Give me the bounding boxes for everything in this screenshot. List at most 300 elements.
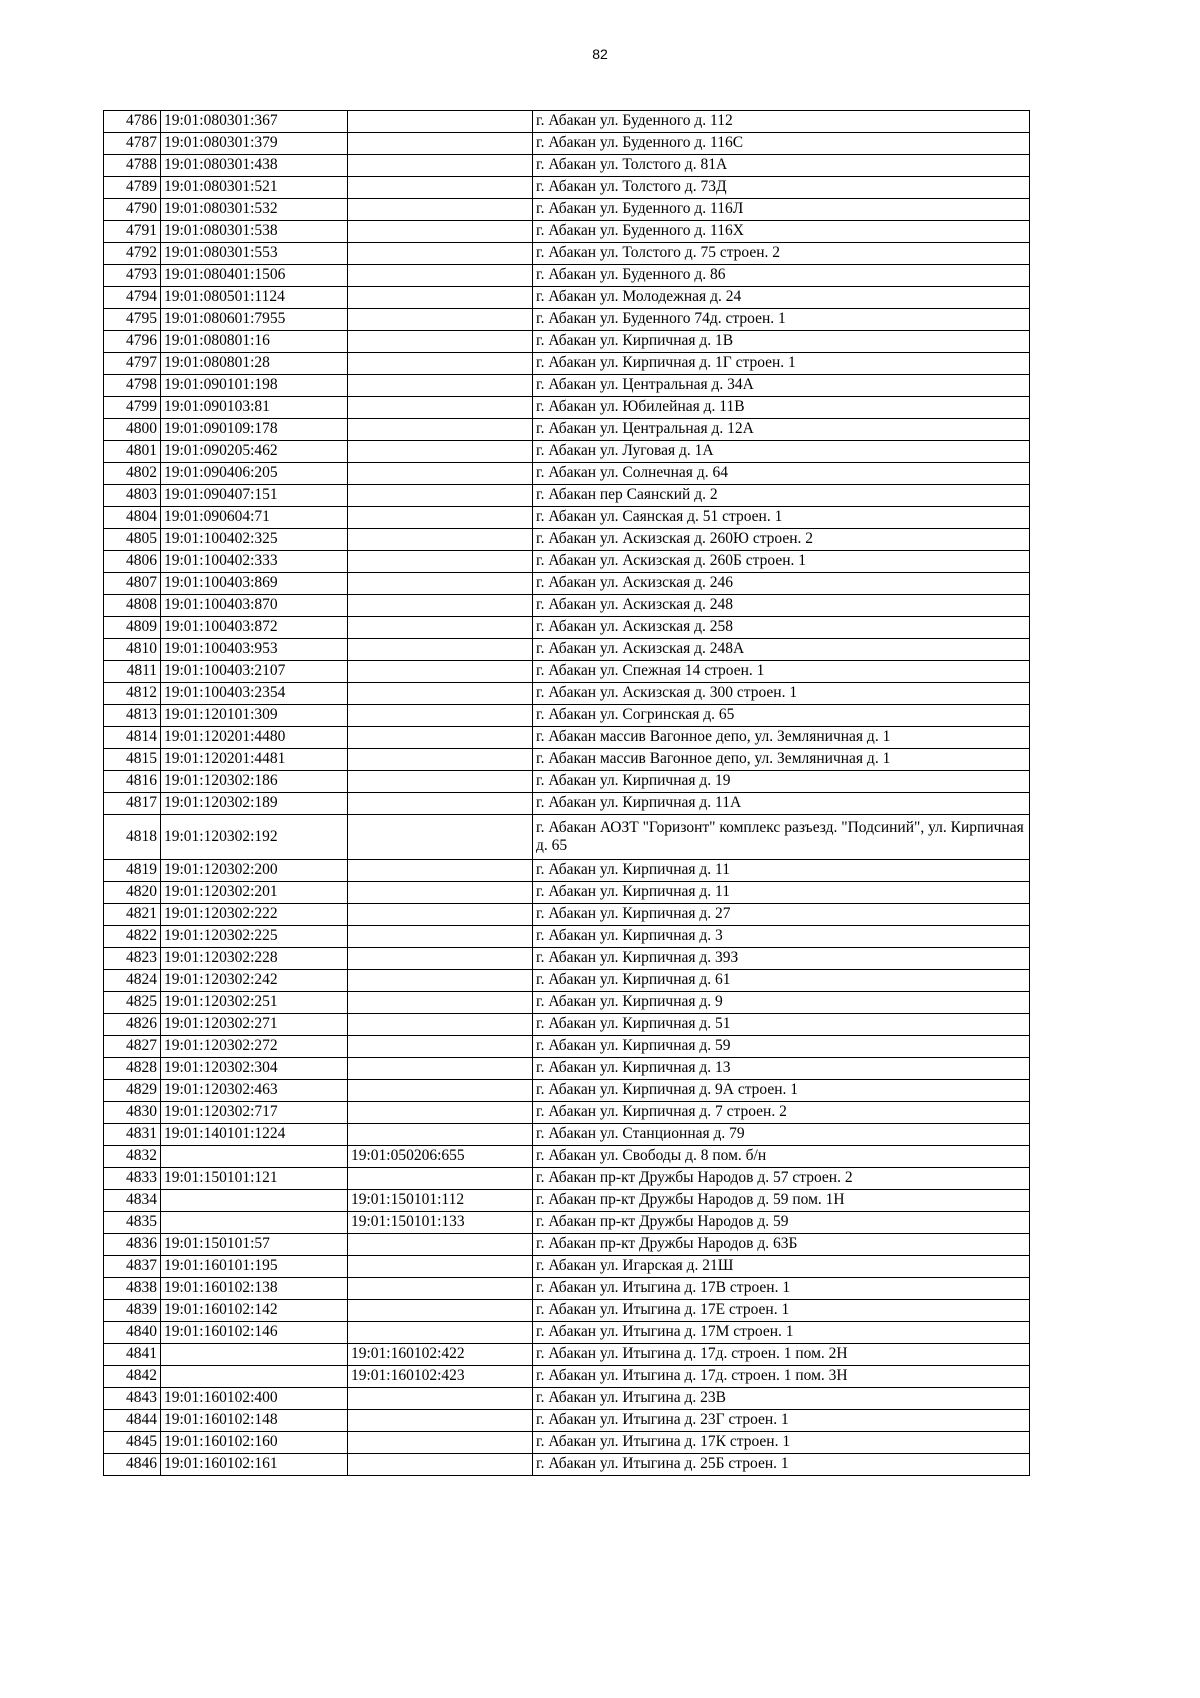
row-number-cell: 4843 (104, 1388, 161, 1410)
row-number-cell: 4802 (104, 463, 161, 485)
row-number-cell: 4794 (104, 287, 161, 309)
table-row (104, 287, 1030, 309)
table-row (104, 221, 1030, 243)
cadastral-number-cell: 19:01:090205:462 (161, 441, 348, 463)
premises-cadastral-number-cell (348, 1322, 533, 1344)
premises-cadastral-number-cell (348, 177, 533, 199)
address-cell: г. Абакан ул. Кирпичная д. 27 (533, 904, 1030, 926)
premises-cadastral-number-cell (348, 705, 533, 727)
cadastral-number-cell (161, 1366, 348, 1388)
row-number-cell: 4841 (104, 1344, 161, 1366)
table-row (104, 727, 1030, 749)
cadastral-number-cell: 19:01:080601:7955 (161, 309, 348, 331)
table-row (104, 1168, 1030, 1190)
cadastral-number-cell: 19:01:120101:309 (161, 705, 348, 727)
premises-cadastral-number-cell (348, 133, 533, 155)
row-number-cell: 4799 (104, 397, 161, 419)
row-number-cell: 4846 (104, 1454, 161, 1476)
row-number-cell: 4842 (104, 1366, 161, 1388)
premises-cadastral-number-cell (348, 155, 533, 177)
cadastral-number-cell: 19:01:090604:71 (161, 507, 348, 529)
registry-table (103, 110, 1030, 1476)
row-number-cell: 4805 (104, 529, 161, 551)
address-cell: г. Абакан ул. Аскизская д. 246 (533, 573, 1030, 595)
row-number-cell: 4816 (104, 771, 161, 793)
table-row (104, 1234, 1030, 1256)
row-number-cell: 4797 (104, 353, 161, 375)
cadastral-number-cell: 19:01:120201:4481 (161, 749, 348, 771)
row-number-cell: 4837 (104, 1256, 161, 1278)
row-number-cell: 4821 (104, 904, 161, 926)
premises-cadastral-number-cell (348, 265, 533, 287)
premises-cadastral-number-cell (348, 926, 533, 948)
row-number-cell: 4796 (104, 331, 161, 353)
row-number-cell: 4827 (104, 1036, 161, 1058)
row-number-cell: 4822 (104, 926, 161, 948)
table-row (104, 199, 1030, 221)
premises-cadastral-number-cell (348, 1102, 533, 1124)
premises-cadastral-number-cell: 19:01:050206:655 (348, 1146, 533, 1168)
premises-cadastral-number-cell (348, 1124, 533, 1146)
cadastral-number-cell: 19:01:160102:400 (161, 1388, 348, 1410)
registry-table-body (104, 111, 1030, 1476)
table-row (104, 639, 1030, 661)
address-cell: г. Абакан ул. Саянская д. 51 строен. 1 (533, 507, 1030, 529)
cadastral-number-cell: 19:01:120302:251 (161, 992, 348, 1014)
premises-cadastral-number-cell (348, 529, 533, 551)
table-row (104, 1410, 1030, 1432)
address-cell: г. Абакан ул. Кирпичная д. 9А строен. 1 (533, 1080, 1030, 1102)
row-number-cell: 4795 (104, 309, 161, 331)
premises-cadastral-number-cell (348, 441, 533, 463)
address-cell: г. Абакан ул. Центральная д. 12А (533, 419, 1030, 441)
cadastral-number-cell: 19:01:080301:521 (161, 177, 348, 199)
premises-cadastral-number-cell (348, 771, 533, 793)
cadastral-number-cell: 19:01:120302:189 (161, 793, 348, 815)
premises-cadastral-number-cell: 19:01:160102:423 (348, 1366, 533, 1388)
address-cell: г. Абакан ул. Буденного д. 116С (533, 133, 1030, 155)
address-cell: г. Абакан ул. Аскизская д. 248А (533, 639, 1030, 661)
cadastral-number-cell: 19:01:080401:1506 (161, 265, 348, 287)
table-row (104, 1366, 1030, 1388)
row-number-cell: 4814 (104, 727, 161, 749)
cadastral-number-cell: 19:01:160101:195 (161, 1256, 348, 1278)
address-cell: г. Абакан АОЗТ "Горизонт" комплекс разъезд. "Подсиний", ул. Кирпичная д. 65 (533, 815, 1030, 860)
table-row (104, 1190, 1030, 1212)
premises-cadastral-number-cell (348, 1432, 533, 1454)
cadastral-number-cell: 19:01:090406:205 (161, 463, 348, 485)
address-cell: г. Абакан ул. Итыгина д. 25Б строен. 1 (533, 1454, 1030, 1476)
address-cell: г. Абакан ул. Итыгина д. 17д. строен. 1 пом. 3Н (533, 1366, 1030, 1388)
row-number-cell: 4807 (104, 573, 161, 595)
address-cell: г. Абакан ул. Итыгина д. 17В строен. 1 (533, 1278, 1030, 1300)
address-cell: г. Абакан ул. Кирпичная д. 1Г строен. 1 (533, 353, 1030, 375)
cadastral-number-cell: 19:01:100403:869 (161, 573, 348, 595)
premises-cadastral-number-cell (348, 815, 533, 860)
premises-cadastral-number-cell (348, 860, 533, 882)
cadastral-number-cell (161, 1344, 348, 1366)
row-number-cell: 4830 (104, 1102, 161, 1124)
cadastral-number-cell: 19:01:080301:532 (161, 199, 348, 221)
premises-cadastral-number-cell (348, 639, 533, 661)
cadastral-number-cell: 19:01:100402:333 (161, 551, 348, 573)
premises-cadastral-number-cell (348, 353, 533, 375)
premises-cadastral-number-cell (348, 287, 533, 309)
premises-cadastral-number-cell (348, 243, 533, 265)
premises-cadastral-number-cell (348, 595, 533, 617)
row-number-cell: 4801 (104, 441, 161, 463)
table-row (104, 793, 1030, 815)
table-row (104, 1432, 1030, 1454)
premises-cadastral-number-cell (348, 793, 533, 815)
table-row (104, 595, 1030, 617)
cadastral-number-cell: 19:01:160102:148 (161, 1410, 348, 1432)
row-number-cell: 4845 (104, 1432, 161, 1454)
cadastral-number-cell: 19:01:120302:717 (161, 1102, 348, 1124)
address-cell: г. Абакан ул. Кирпичная д. 39З (533, 948, 1030, 970)
address-cell: г. Абакан ул. Луговая д. 1А (533, 441, 1030, 463)
cadastral-number-cell: 19:01:100402:325 (161, 529, 348, 551)
table-row (104, 397, 1030, 419)
cadastral-number-cell: 19:01:090109:178 (161, 419, 348, 441)
cadastral-number-cell: 19:01:080301:438 (161, 155, 348, 177)
table-row (104, 683, 1030, 705)
page-number: 82 (592, 46, 608, 62)
address-cell: г. Абакан массив Вагонное депо, ул. Земляничная д. 1 (533, 749, 1030, 771)
row-number-cell: 4786 (104, 111, 161, 133)
address-cell: г. Абакан ул. Солнечная д. 64 (533, 463, 1030, 485)
premises-cadastral-number-cell (348, 331, 533, 353)
table-row (104, 1278, 1030, 1300)
premises-cadastral-number-cell (348, 683, 533, 705)
table-row (104, 485, 1030, 507)
row-number-cell: 4788 (104, 155, 161, 177)
premises-cadastral-number-cell (348, 111, 533, 133)
table-row (104, 243, 1030, 265)
table-row (104, 441, 1030, 463)
cadastral-number-cell (161, 1190, 348, 1212)
cadastral-number-cell: 19:01:160102:160 (161, 1432, 348, 1454)
address-cell: г. Абакан ул. Аскизская д. 260Ю строен. 2 (533, 529, 1030, 551)
table-row (104, 353, 1030, 375)
address-cell: г. Абакан ул. Кирпичная д. 1В (533, 331, 1030, 353)
row-number-cell: 4791 (104, 221, 161, 243)
cadastral-number-cell: 19:01:120302:201 (161, 882, 348, 904)
cadastral-number-cell: 19:01:160102:142 (161, 1300, 348, 1322)
address-cell: г. Абакан ул. Итыгина д. 17М строен. 1 (533, 1322, 1030, 1344)
address-cell: г. Абакан ул. Кирпичная д. 59 (533, 1036, 1030, 1058)
table-row (104, 507, 1030, 529)
table-row (104, 419, 1030, 441)
table-row (104, 1014, 1030, 1036)
table-row (104, 1256, 1030, 1278)
table-row (104, 111, 1030, 133)
row-number-cell: 4798 (104, 375, 161, 397)
table-row (104, 1300, 1030, 1322)
address-cell: г. Абакан ул. Кирпичная д. 7 строен. 2 (533, 1102, 1030, 1124)
premises-cadastral-number-cell (348, 1278, 533, 1300)
address-cell: г. Абакан ул. Кирпичная д. 9 (533, 992, 1030, 1014)
premises-cadastral-number-cell (348, 992, 533, 1014)
premises-cadastral-number-cell (348, 309, 533, 331)
table-row (104, 133, 1030, 155)
row-number-cell: 4792 (104, 243, 161, 265)
premises-cadastral-number-cell (348, 1454, 533, 1476)
row-number-cell: 4813 (104, 705, 161, 727)
cadastral-number-cell: 19:01:120302:271 (161, 1014, 348, 1036)
cadastral-number-cell: 19:01:100403:870 (161, 595, 348, 617)
row-number-cell: 4817 (104, 793, 161, 815)
address-cell: г. Абакан ул. Итыгина д. 23Г строен. 1 (533, 1410, 1030, 1432)
table-row (104, 992, 1030, 1014)
premises-cadastral-number-cell (348, 397, 533, 419)
premises-cadastral-number-cell (348, 507, 533, 529)
premises-cadastral-number-cell (348, 199, 533, 221)
table-row (104, 815, 1030, 860)
cadastral-number-cell: 19:01:080301:379 (161, 133, 348, 155)
cadastral-number-cell: 19:01:120302:186 (161, 771, 348, 793)
address-cell: г. Абакан ул. Кирпичная д. 19 (533, 771, 1030, 793)
cadastral-number-cell: 19:01:120302:242 (161, 970, 348, 992)
address-cell: г. Абакан ул. Согринская д. 65 (533, 705, 1030, 727)
row-number-cell: 4803 (104, 485, 161, 507)
cadastral-number-cell: 19:01:080801:16 (161, 331, 348, 353)
address-cell: г. Абакан ул. Кирпичная д. 11 (533, 860, 1030, 882)
address-cell: г. Абакан пр-кт Дружбы Народов д. 57 строен. 2 (533, 1168, 1030, 1190)
row-number-cell: 4823 (104, 948, 161, 970)
address-cell: г. Абакан ул. Толстого д. 73Д (533, 177, 1030, 199)
table-row (104, 177, 1030, 199)
cadastral-number-cell: 19:01:080301:538 (161, 221, 348, 243)
table-row (104, 926, 1030, 948)
row-number-cell: 4800 (104, 419, 161, 441)
table-row (104, 1058, 1030, 1080)
address-cell: г. Абакан ул. Итыгина д. 17д. строен. 1 пом. 2Н (533, 1344, 1030, 1366)
table-row (104, 749, 1030, 771)
premises-cadastral-number-cell (348, 375, 533, 397)
row-number-cell: 4789 (104, 177, 161, 199)
table-row (104, 1080, 1030, 1102)
premises-cadastral-number-cell (348, 970, 533, 992)
cadastral-number-cell (161, 1212, 348, 1234)
address-cell: г. Абакан ул. Буденного д. 112 (533, 111, 1030, 133)
table-row (104, 904, 1030, 926)
address-cell: г. Абакан ул. Молодежная д. 24 (533, 287, 1030, 309)
table-row (104, 309, 1030, 331)
address-cell: г. Абакан ул. Кирпичная д. 3 (533, 926, 1030, 948)
address-cell: г. Абакан ул. Итыгина д. 17Е строен. 1 (533, 1300, 1030, 1322)
cadastral-number-cell: 19:01:120302:228 (161, 948, 348, 970)
row-number-cell: 4810 (104, 639, 161, 661)
row-number-cell: 4825 (104, 992, 161, 1014)
table-row (104, 1124, 1030, 1146)
address-cell: г. Абакан пер Саянский д. 2 (533, 485, 1030, 507)
address-cell: г. Абакан массив Вагонное депо, ул. Земляничная д. 1 (533, 727, 1030, 749)
table-row (104, 573, 1030, 595)
row-number-cell: 4833 (104, 1168, 161, 1190)
table-row (104, 1036, 1030, 1058)
address-cell: г. Абакан ул. Игарская д. 21Ш (533, 1256, 1030, 1278)
address-cell: г. Абакан ул. Толстого д. 81А (533, 155, 1030, 177)
address-cell: г. Абакан ул. Кирпичная д. 11А (533, 793, 1030, 815)
premises-cadastral-number-cell: 19:01:150101:112 (348, 1190, 533, 1212)
row-number-cell: 4834 (104, 1190, 161, 1212)
cadastral-number-cell: 19:01:120201:4480 (161, 727, 348, 749)
row-number-cell: 4824 (104, 970, 161, 992)
table-row (104, 705, 1030, 727)
address-cell: г. Абакан пр-кт Дружбы Народов д. 59 (533, 1212, 1030, 1234)
address-cell: г. Абакан ул. Буденного д. 116Х (533, 221, 1030, 243)
cadastral-number-cell: 19:01:080801:28 (161, 353, 348, 375)
cadastral-number-cell: 19:01:080301:367 (161, 111, 348, 133)
premises-cadastral-number-cell (348, 617, 533, 639)
cadastral-number-cell: 19:01:080301:553 (161, 243, 348, 265)
row-number-cell: 4829 (104, 1080, 161, 1102)
address-cell: г. Абакан ул. Кирпичная д. 13 (533, 1058, 1030, 1080)
table-row (104, 1146, 1030, 1168)
cadastral-number-cell: 19:01:120302:222 (161, 904, 348, 926)
cadastral-number-cell: 19:01:090103:81 (161, 397, 348, 419)
table-row (104, 1388, 1030, 1410)
address-cell: г. Абакан пр-кт Дружбы Народов д. 63Б (533, 1234, 1030, 1256)
address-cell: г. Абакан ул. Кирпичная д. 11 (533, 882, 1030, 904)
table-row (104, 265, 1030, 287)
table-row (104, 661, 1030, 683)
address-cell: г. Абакан ул. Свободы д. 8 пом. б/н (533, 1146, 1030, 1168)
premises-cadastral-number-cell (348, 1168, 533, 1190)
table-row (104, 1102, 1030, 1124)
address-cell: г. Абакан ул. Юбилейная д. 11В (533, 397, 1030, 419)
cadastral-number-cell: 19:01:150101:121 (161, 1168, 348, 1190)
cadastral-number-cell: 19:01:080501:1124 (161, 287, 348, 309)
cadastral-number-cell: 19:01:100403:2107 (161, 661, 348, 683)
row-number-cell: 4818 (104, 815, 161, 860)
cadastral-number-cell: 19:01:120302:192 (161, 815, 348, 860)
row-number-cell: 4793 (104, 265, 161, 287)
premises-cadastral-number-cell (348, 749, 533, 771)
cadastral-number-cell (161, 1146, 348, 1168)
table-row (104, 1322, 1030, 1344)
row-number-cell: 4832 (104, 1146, 161, 1168)
cadastral-number-cell: 19:01:120302:225 (161, 926, 348, 948)
row-number-cell: 4838 (104, 1278, 161, 1300)
row-number-cell: 4819 (104, 860, 161, 882)
row-number-cell: 4804 (104, 507, 161, 529)
premises-cadastral-number-cell: 19:01:150101:133 (348, 1212, 533, 1234)
table-row (104, 529, 1030, 551)
row-number-cell: 4836 (104, 1234, 161, 1256)
address-cell: г. Абакан ул. Буденного д. 116Л (533, 199, 1030, 221)
row-number-cell: 4844 (104, 1410, 161, 1432)
cadastral-number-cell: 19:01:120302:304 (161, 1058, 348, 1080)
address-cell: г. Абакан ул. Кирпичная д. 51 (533, 1014, 1030, 1036)
premises-cadastral-number-cell (348, 948, 533, 970)
premises-cadastral-number-cell (348, 221, 533, 243)
address-cell: г. Абакан ул. Итыгина д. 23В (533, 1388, 1030, 1410)
table-row (104, 1344, 1030, 1366)
row-number-cell: 4787 (104, 133, 161, 155)
table-row (104, 1454, 1030, 1476)
address-cell: г. Абакан пр-кт Дружбы Народов д. 59 пом. 1Н (533, 1190, 1030, 1212)
cadastral-number-cell: 19:01:100403:2354 (161, 683, 348, 705)
premises-cadastral-number-cell (348, 463, 533, 485)
cadastral-number-cell: 19:01:150101:57 (161, 1234, 348, 1256)
cadastral-number-cell: 19:01:090407:151 (161, 485, 348, 507)
table-row (104, 375, 1030, 397)
premises-cadastral-number-cell (348, 1300, 533, 1322)
address-cell: г. Абакан ул. Центральная д. 34А (533, 375, 1030, 397)
table-row (104, 331, 1030, 353)
row-number-cell: 4839 (104, 1300, 161, 1322)
cadastral-number-cell: 19:01:120302:272 (161, 1036, 348, 1058)
premises-cadastral-number-cell (348, 1058, 533, 1080)
row-number-cell: 4815 (104, 749, 161, 771)
cadastral-number-cell: 19:01:160102:161 (161, 1454, 348, 1476)
table-row (104, 617, 1030, 639)
cadastral-number-cell: 19:01:100403:872 (161, 617, 348, 639)
row-number-cell: 4826 (104, 1014, 161, 1036)
premises-cadastral-number-cell: 19:01:160102:422 (348, 1344, 533, 1366)
premises-cadastral-number-cell (348, 1388, 533, 1410)
cadastral-number-cell: 19:01:160102:146 (161, 1322, 348, 1344)
row-number-cell: 4831 (104, 1124, 161, 1146)
premises-cadastral-number-cell (348, 1014, 533, 1036)
address-cell: г. Абакан ул. Аскизская д. 258 (533, 617, 1030, 639)
address-cell: г. Абакан ул. Аскизская д. 248 (533, 595, 1030, 617)
row-number-cell: 4806 (104, 551, 161, 573)
address-cell: г. Абакан ул. Станционная д. 79 (533, 1124, 1030, 1146)
cadastral-number-cell: 19:01:100403:953 (161, 639, 348, 661)
premises-cadastral-number-cell (348, 661, 533, 683)
premises-cadastral-number-cell (348, 1410, 533, 1432)
row-number-cell: 4840 (104, 1322, 161, 1344)
cadastral-number-cell: 19:01:160102:138 (161, 1278, 348, 1300)
table-row (104, 882, 1030, 904)
address-cell: г. Абакан ул. Итыгина д. 17К строен. 1 (533, 1432, 1030, 1454)
table-row (104, 1212, 1030, 1234)
row-number-cell: 4809 (104, 617, 161, 639)
address-cell: г. Абакан ул. Буденного 74д. строен. 1 (533, 309, 1030, 331)
row-number-cell: 4790 (104, 199, 161, 221)
premises-cadastral-number-cell (348, 1080, 533, 1102)
cadastral-number-cell: 19:01:090101:198 (161, 375, 348, 397)
row-number-cell: 4808 (104, 595, 161, 617)
address-cell: г. Абакан ул. Аскизская д. 300 строен. 1 (533, 683, 1030, 705)
premises-cadastral-number-cell (348, 573, 533, 595)
table-row (104, 948, 1030, 970)
premises-cadastral-number-cell (348, 485, 533, 507)
row-number-cell: 4811 (104, 661, 161, 683)
address-cell: г. Абакан ул. Кирпичная д. 61 (533, 970, 1030, 992)
cadastral-number-cell: 19:01:120302:463 (161, 1080, 348, 1102)
table-row (104, 463, 1030, 485)
premises-cadastral-number-cell (348, 551, 533, 573)
premises-cadastral-number-cell (348, 1234, 533, 1256)
table-row (104, 970, 1030, 992)
address-cell: г. Абакан ул. Аскизская д. 260Б строен. 1 (533, 551, 1030, 573)
cadastral-number-cell: 19:01:140101:1224 (161, 1124, 348, 1146)
table-row (104, 771, 1030, 793)
table-row (104, 860, 1030, 882)
address-cell: г. Абакан ул. Толстого д. 75 строен. 2 (533, 243, 1030, 265)
address-cell: г. Абакан ул. Спежная 14 строен. 1 (533, 661, 1030, 683)
address-cell: г. Абакан ул. Буденного д. 86 (533, 265, 1030, 287)
row-number-cell: 4828 (104, 1058, 161, 1080)
row-number-cell: 4820 (104, 882, 161, 904)
row-number-cell: 4812 (104, 683, 161, 705)
premises-cadastral-number-cell (348, 882, 533, 904)
premises-cadastral-number-cell (348, 904, 533, 926)
